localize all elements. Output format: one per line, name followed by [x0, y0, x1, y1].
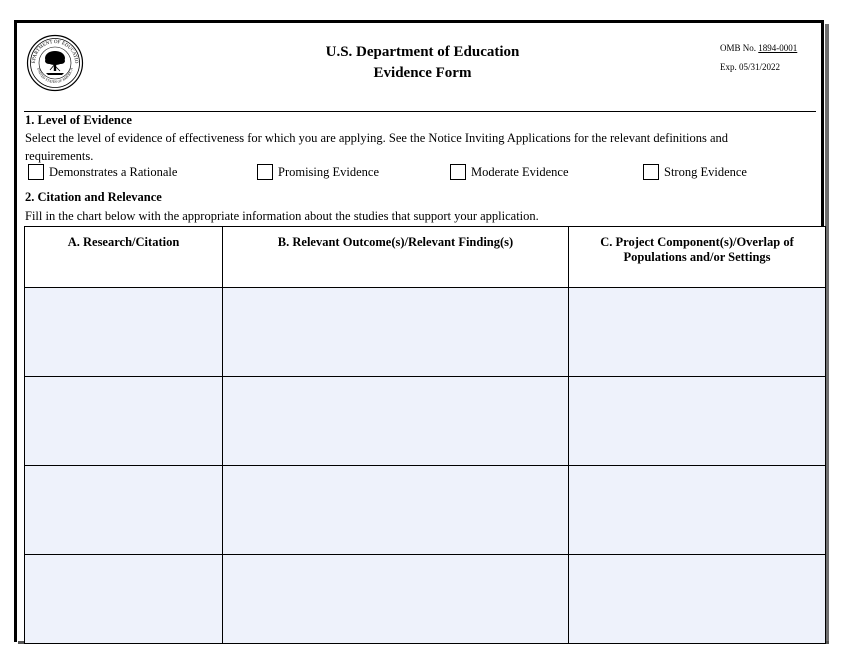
column-header-research-citation: A. Research/Citation: [25, 227, 223, 288]
table-row: [25, 288, 826, 377]
research-citation-field[interactable]: [25, 288, 223, 377]
omb-info: [720, 39, 797, 77]
checkbox-label: Demonstrates a Rationale: [49, 164, 178, 179]
form-title: [300, 42, 545, 84]
checkbox-box[interactable]: [643, 164, 659, 180]
section1-instructions-line1: Select the level of evidence of effectiveness for which you are applying. See the Notice Inviting Applications for the relevant definitions and: [25, 131, 729, 145]
omb-expiration: Exp. 05/31/2022: [720, 62, 780, 72]
svg-text:UNITED STATES OF AMERICA: UNITED STATES OF AMERICA: [36, 67, 74, 85]
form-name: Evidence Form: [373, 65, 472, 81]
relevant-outcomes-field[interactable]: [223, 466, 569, 555]
table-row: [25, 466, 826, 555]
svg-text:DEPARTMENT OF EDUCATION: EPARTMENT OF EDUCATIO: [31, 39, 79, 64]
checkbox-strong-evidence[interactable]: [643, 164, 747, 180]
project-component-field[interactable]: [569, 555, 826, 644]
department-name: U.S. Department of Education: [325, 44, 520, 60]
research-citation-field[interactable]: [25, 466, 223, 555]
relevant-outcomes-field[interactable]: [223, 377, 569, 466]
column-header-relevant-outcomes: B. Relevant Outcome(s)/Relevant Finding(s): [223, 227, 569, 288]
project-component-field[interactable]: [569, 288, 826, 377]
checkbox-label: Moderate Evidence: [471, 164, 569, 179]
table-row: [25, 377, 826, 466]
omb-number: 1894-0001: [758, 43, 798, 53]
section2-instructions: Fill in the chart below with the appropriate information about the studies that support your application.: [25, 209, 539, 223]
project-component-field[interactable]: [569, 377, 826, 466]
header-divider: [24, 111, 816, 112]
relevant-outcomes-field[interactable]: [223, 555, 569, 644]
table-row: [25, 555, 826, 644]
relevant-outcomes-field[interactable]: [223, 288, 569, 377]
checkbox-moderate-evidence[interactable]: [450, 164, 569, 180]
table-header-row: [25, 227, 826, 288]
checkbox-label: Strong Evidence: [664, 164, 747, 179]
project-component-field[interactable]: [569, 466, 826, 555]
department-seal-logo: [26, 34, 84, 92]
evidence-table: [24, 226, 826, 644]
section2-heading: 2. Citation and Relevance: [25, 190, 162, 204]
column-header-project-component: C. Project Component(s)/Overlap of Populations and/or Settings: [569, 227, 826, 288]
checkbox-box[interactable]: [450, 164, 466, 180]
checkbox-box[interactable]: [28, 164, 44, 180]
research-citation-field[interactable]: [25, 555, 223, 644]
section1-heading: 1. Level of Evidence: [25, 113, 132, 127]
checkbox-promising-evidence[interactable]: [257, 164, 379, 180]
checkbox-box[interactable]: [257, 164, 273, 180]
omb-label: OMB No.: [720, 43, 757, 53]
checkbox-demonstrates-rationale[interactable]: [28, 164, 177, 180]
section1-instructions-line2: requirements.: [25, 149, 94, 163]
checkbox-label: Promising Evidence: [278, 164, 380, 179]
research-citation-field[interactable]: [25, 377, 223, 466]
